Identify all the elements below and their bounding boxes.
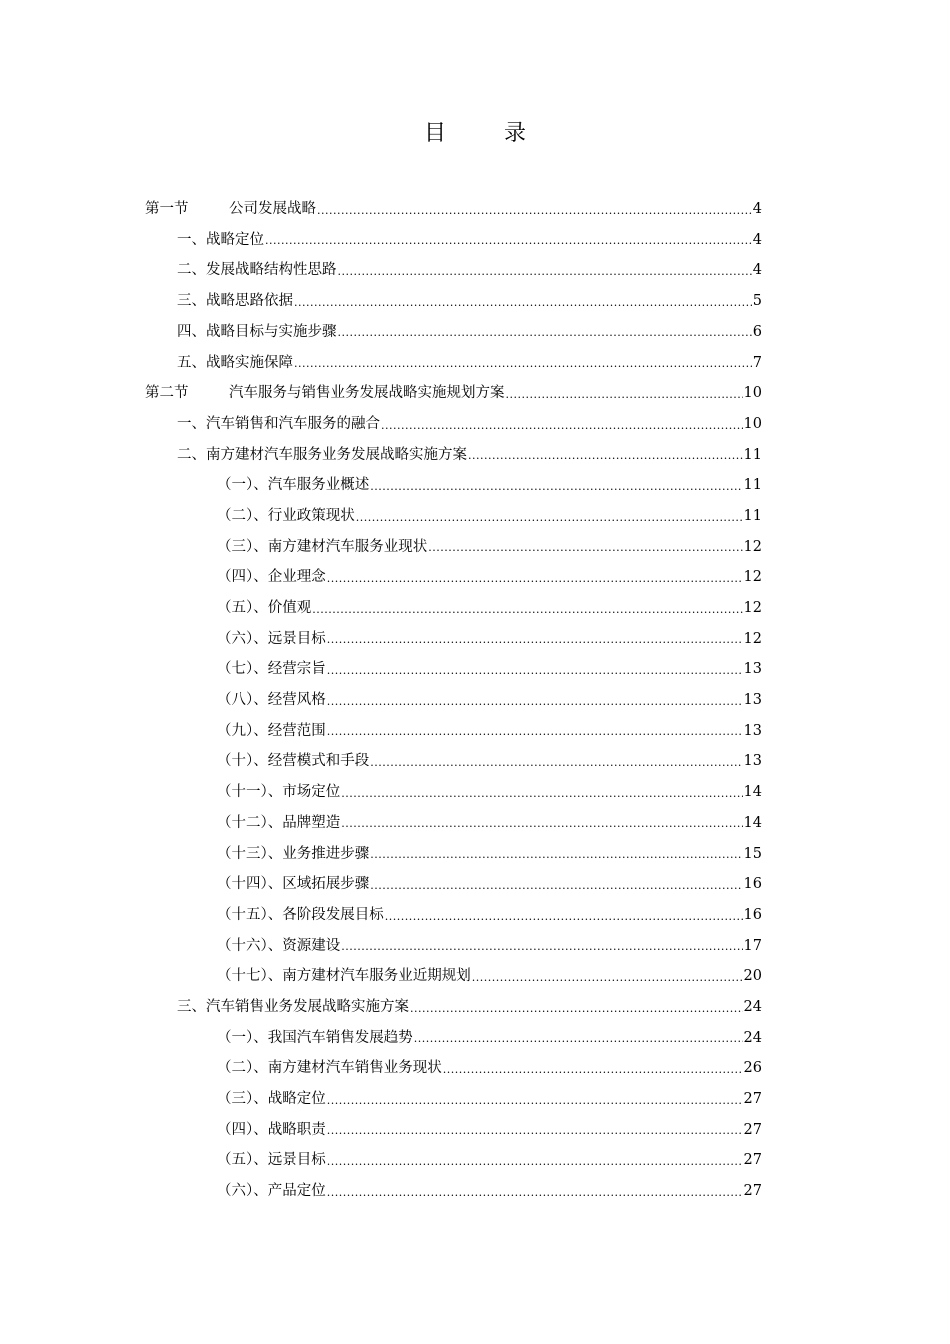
toc-page-number: 10 xyxy=(743,385,762,402)
toc-entry[interactable] xyxy=(145,378,762,409)
toc-dot-leader xyxy=(327,1187,743,1207)
toc-page-number: 4 xyxy=(752,262,762,279)
toc-entry[interactable] xyxy=(145,808,762,839)
toc-entry[interactable] xyxy=(145,255,762,286)
toc-entry[interactable] xyxy=(145,470,762,501)
toc-entry-title: （十三）、业务推进步骤 xyxy=(217,845,370,862)
toc-entry[interactable] xyxy=(145,440,762,471)
toc-page-number: 16 xyxy=(743,876,762,893)
toc-entry-title: （十七）、南方建材汽车服务业近期规划 xyxy=(217,968,471,985)
table-of-contents xyxy=(145,194,762,1207)
toc-page-number: 13 xyxy=(743,722,762,739)
toc-dot-leader xyxy=(341,788,742,808)
toc-entry[interactable] xyxy=(145,194,762,225)
toc-dot-leader xyxy=(327,726,743,746)
toc-page-number: 14 xyxy=(743,814,762,831)
toc-dot-leader xyxy=(338,266,752,286)
toc-page-number: 11 xyxy=(743,507,762,524)
toc-entry-title: 汽车服务与销售业务发展战略实施规划方案 xyxy=(229,385,505,402)
toc-entry-title: 二、南方建材汽车服务业务发展战略实施方案 xyxy=(177,446,467,463)
toc-page-number: 27 xyxy=(743,1152,762,1169)
toc-entry[interactable] xyxy=(145,409,762,440)
toc-page-number: 24 xyxy=(743,998,762,1015)
toc-entry-title: （十）、经营模式和手段 xyxy=(217,753,370,770)
toc-page-number: 13 xyxy=(743,661,762,678)
toc-entry[interactable] xyxy=(145,1115,762,1146)
toc-entry[interactable] xyxy=(145,317,762,348)
toc-entry-title: （十六）、资源建设 xyxy=(217,937,341,954)
toc-page-number: 11 xyxy=(743,477,762,494)
toc-page-number: 15 xyxy=(743,845,762,862)
toc-entry[interactable] xyxy=(145,593,762,624)
toc-entry[interactable] xyxy=(145,746,762,777)
toc-entry-title: 五、战略实施保障 xyxy=(177,354,293,371)
toc-dot-leader xyxy=(327,665,743,685)
toc-page-number: 27 xyxy=(743,1121,762,1138)
toc-entry[interactable] xyxy=(145,225,762,256)
toc-entry-title: （二）、行业政策现状 xyxy=(217,507,355,524)
toc-entry-title: （八）、经营风格 xyxy=(217,692,326,709)
toc-entry-title: （七）、经营宗旨 xyxy=(217,661,326,678)
toc-page-number: 6 xyxy=(752,323,762,340)
toc-dot-leader xyxy=(414,1033,743,1053)
toc-entry-title: （十四）、区域拓展步骤 xyxy=(217,876,370,893)
toc-page-number: 7 xyxy=(752,354,762,371)
toc-page-number: 24 xyxy=(743,1029,762,1046)
toc-entry[interactable] xyxy=(145,931,762,962)
toc-page-number: 12 xyxy=(743,538,762,555)
toc-page-number: 12 xyxy=(743,600,762,617)
toc-page-number: 13 xyxy=(743,692,762,709)
toc-entry-title: （十一）、市场定位 xyxy=(217,784,341,801)
toc-page-number: 14 xyxy=(743,784,762,801)
toc-entry-title: 公司发展战略 xyxy=(229,201,316,218)
toc-dot-leader xyxy=(410,1003,743,1023)
toc-dot-leader xyxy=(327,1125,743,1145)
toc-entry[interactable] xyxy=(145,1145,762,1176)
toc-dot-leader xyxy=(468,450,743,470)
toc-page-number: 17 xyxy=(743,937,762,954)
toc-dot-leader xyxy=(265,235,752,255)
toc-entry-title: （十五）、各阶段发展目标 xyxy=(217,906,384,923)
toc-entry-title: 三、战略思路依据 xyxy=(177,293,293,310)
toc-entry-title: （九）、经营范围 xyxy=(217,722,326,739)
toc-page-number: 13 xyxy=(743,753,762,770)
toc-entry[interactable] xyxy=(145,347,762,378)
toc-entry[interactable] xyxy=(145,1053,762,1084)
toc-dot-leader xyxy=(294,358,752,378)
toc-dot-leader xyxy=(317,205,752,225)
toc-page-number: 5 xyxy=(752,293,762,310)
toc-dot-leader xyxy=(327,1156,743,1176)
toc-entry[interactable] xyxy=(145,624,762,655)
page-title: 目 录 xyxy=(423,121,544,146)
toc-dot-leader xyxy=(370,849,742,869)
toc-dot-leader xyxy=(443,1064,743,1084)
toc-dot-leader xyxy=(327,634,743,654)
toc-dot-leader xyxy=(370,880,742,900)
toc-dot-leader xyxy=(341,818,742,838)
toc-dot-leader xyxy=(370,757,742,777)
toc-dot-leader xyxy=(327,696,743,716)
toc-section-number: 第二节 xyxy=(145,385,189,402)
toc-dot-leader xyxy=(472,972,743,992)
toc-entry-title: （二）、南方建材汽车销售业务现状 xyxy=(217,1060,442,1077)
toc-entry-title: （三）、战略定位 xyxy=(217,1091,326,1108)
toc-entry-title: （五）、价值观 xyxy=(217,600,312,617)
toc-page-number: 16 xyxy=(743,906,762,923)
toc-dot-leader xyxy=(338,327,752,347)
toc-page-number: 4 xyxy=(752,201,762,218)
toc-entry[interactable] xyxy=(145,992,762,1023)
toc-entry-title: （六）、产品定位 xyxy=(217,1183,326,1200)
toc-entry[interactable] xyxy=(145,900,762,931)
toc-entry[interactable] xyxy=(145,1176,762,1207)
toc-dot-leader xyxy=(327,573,743,593)
toc-dot-leader xyxy=(385,911,743,931)
toc-page-number: 10 xyxy=(743,415,762,432)
toc-entry-title: （一）、我国汽车销售发展趋势 xyxy=(217,1029,413,1046)
toc-entry[interactable] xyxy=(145,532,762,563)
toc-page-number: 20 xyxy=(743,968,762,985)
toc-entry[interactable] xyxy=(145,286,762,317)
toc-dot-leader xyxy=(370,481,742,501)
toc-dot-leader xyxy=(327,1095,743,1115)
toc-entry-title: （一）、汽车服务业概述 xyxy=(217,477,370,494)
toc-entry[interactable] xyxy=(145,1023,762,1054)
toc-dot-leader xyxy=(294,297,752,317)
toc-dot-leader xyxy=(506,389,743,409)
toc-entry-title: 一、战略定位 xyxy=(177,231,264,248)
toc-page-number: 12 xyxy=(743,630,762,647)
toc-entry-title: 四、战略目标与实施步骤 xyxy=(177,323,337,340)
toc-entry[interactable] xyxy=(145,838,762,869)
toc-entry[interactable] xyxy=(145,777,762,808)
toc-dot-leader xyxy=(312,604,742,624)
toc-entry[interactable] xyxy=(145,562,762,593)
toc-page-number: 4 xyxy=(752,231,762,248)
toc-entry[interactable] xyxy=(145,961,762,992)
toc-entry-title: 二、发展战略结构性思路 xyxy=(177,262,337,279)
toc-entry-title: （十二）、品牌塑造 xyxy=(217,814,341,831)
toc-entry[interactable] xyxy=(145,716,762,747)
toc-dot-leader xyxy=(356,512,743,532)
toc-dot-leader xyxy=(381,420,743,440)
toc-entry[interactable] xyxy=(145,869,762,900)
toc-entry[interactable] xyxy=(145,1084,762,1115)
toc-entry-title: （六）、远景目标 xyxy=(217,630,326,647)
toc-entry-title: （五）、远景目标 xyxy=(217,1152,326,1169)
toc-entry-title: （四）、企业理念 xyxy=(217,569,326,586)
toc-page-number: 27 xyxy=(743,1183,762,1200)
toc-page-number: 11 xyxy=(743,446,762,463)
toc-page-number: 26 xyxy=(743,1060,762,1077)
toc-entry-title: 一、汽车销售和汽车服务的融合 xyxy=(177,415,380,432)
toc-entry-title: 三、汽车销售业务发展战略实施方案 xyxy=(177,998,409,1015)
toc-entry-title: （四）、战略职责 xyxy=(217,1121,326,1138)
toc-dot-leader xyxy=(341,941,742,961)
toc-entry[interactable] xyxy=(145,654,762,685)
toc-dot-leader xyxy=(428,542,742,562)
toc-entry[interactable] xyxy=(145,501,762,532)
toc-entry-title: （三）、南方建材汽车服务业现状 xyxy=(217,538,428,555)
toc-page-number: 27 xyxy=(743,1091,762,1108)
toc-section-number: 第一节 xyxy=(145,201,189,218)
toc-page-number: 12 xyxy=(743,569,762,586)
toc-entry[interactable] xyxy=(145,685,762,716)
